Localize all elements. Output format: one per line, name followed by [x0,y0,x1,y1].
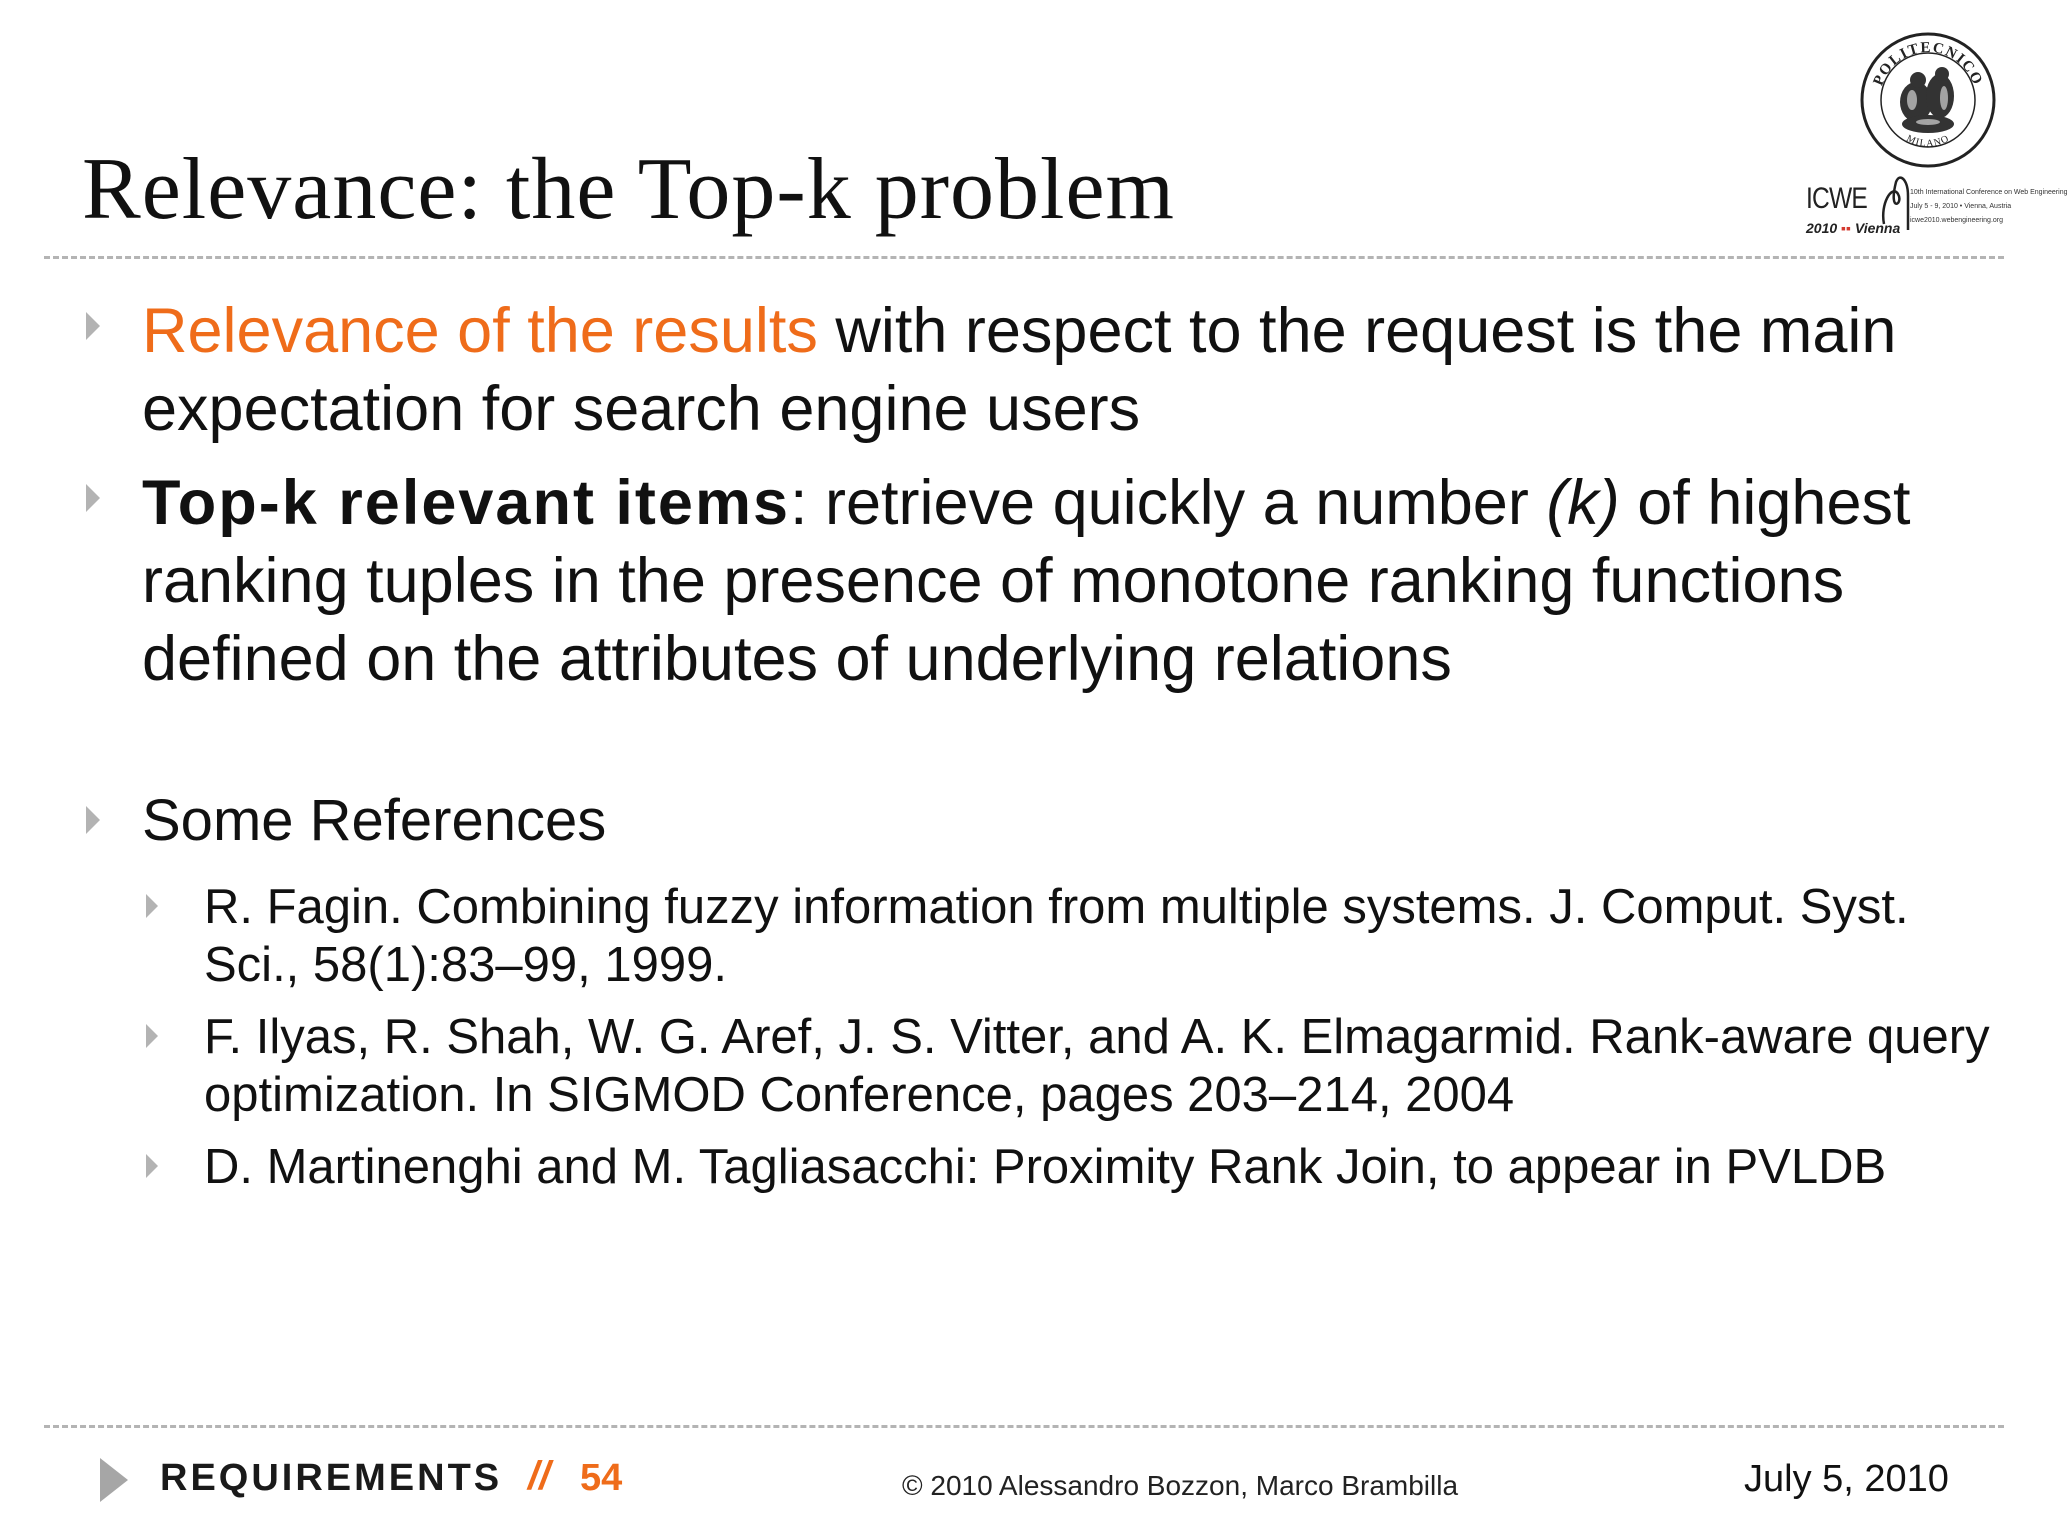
sub-bullet-arrow-icon [146,1154,158,1178]
bullet-relevance [142,292,2002,448]
icwe-info: 10th International Conference on Web Engineering July 5 - 9, 2010 • Vienna, Austria icwe2010.webengineering.org [1910,189,2067,224]
footer-divider [44,1425,2004,1428]
bullet-k: (k) [1546,468,1620,538]
bullet-references-label: Some References [142,788,607,853]
footer-slashes: // [528,1454,551,1498]
reference-item: D. Martinenghi and M. Tagliasacchi: Proximity Rank Join, to appear in PVLDB [204,1140,1887,1194]
sub-bullet-arrow-icon [146,1024,158,1048]
bullet-topk [142,464,2002,698]
footer-arrow-icon [100,1458,128,1502]
icwe-logo [1806,174,2067,250]
politecnico-seal-logo [1858,30,1998,170]
bullet-bold-term: Top-k relevant items [142,468,791,538]
reference-item: R. Fagin. Combining fuzzy information from multiple systems. J. Comput. Syst. Sci., 58(1):83–99, 1999. [204,880,1909,992]
bullet-arrow-icon [86,484,100,512]
footer-copyright: © 2010 Alessandro Bozzon, Marco Brambilla [902,1470,1459,1501]
sub-bullet-arrow-icon [146,894,158,918]
logo-area [1806,30,2067,252]
bullet-text: : retrieve quickly a number [790,468,1547,538]
slide-title: Relevance: the Top-k problem [82,141,1175,238]
bullet-text: with respect to the request is the main expectation for search engine users [142,296,1897,444]
footer-date: July 5, 2010 [1744,1458,1949,1500]
bullet-arrow-icon [86,312,100,340]
title-divider [44,256,2004,259]
bullet-arrow-icon [86,806,100,834]
seal-text-top: POLITECNICO [1870,39,1986,89]
svg-text:MILANO [1905,133,1952,149]
icwe-year-city: 2010 ▪▪ Vienna [1806,220,1901,236]
reference-item: F. Ilyas, R. Shah, W. G. Aref, J. S. Vitter, and A. K. Elmagarmid. Rank-aware query optimization. In SIGMOD Conference, pages 203–214, 2004 [204,1010,1990,1122]
bullet-text: of highest ranking tuples in the presence of monotone ranking functions defined on the attributes of underlying relations [142,468,1911,694]
footer-page-number: 54 [580,1457,623,1499]
bullet-highlight: Relevance of the results [142,296,818,366]
seal-text-bottom: MILANO [1904,133,1952,150]
icwe-name: ICWE [1806,182,1867,215]
footer-section-label: REQUIREMENTS [160,1457,503,1499]
